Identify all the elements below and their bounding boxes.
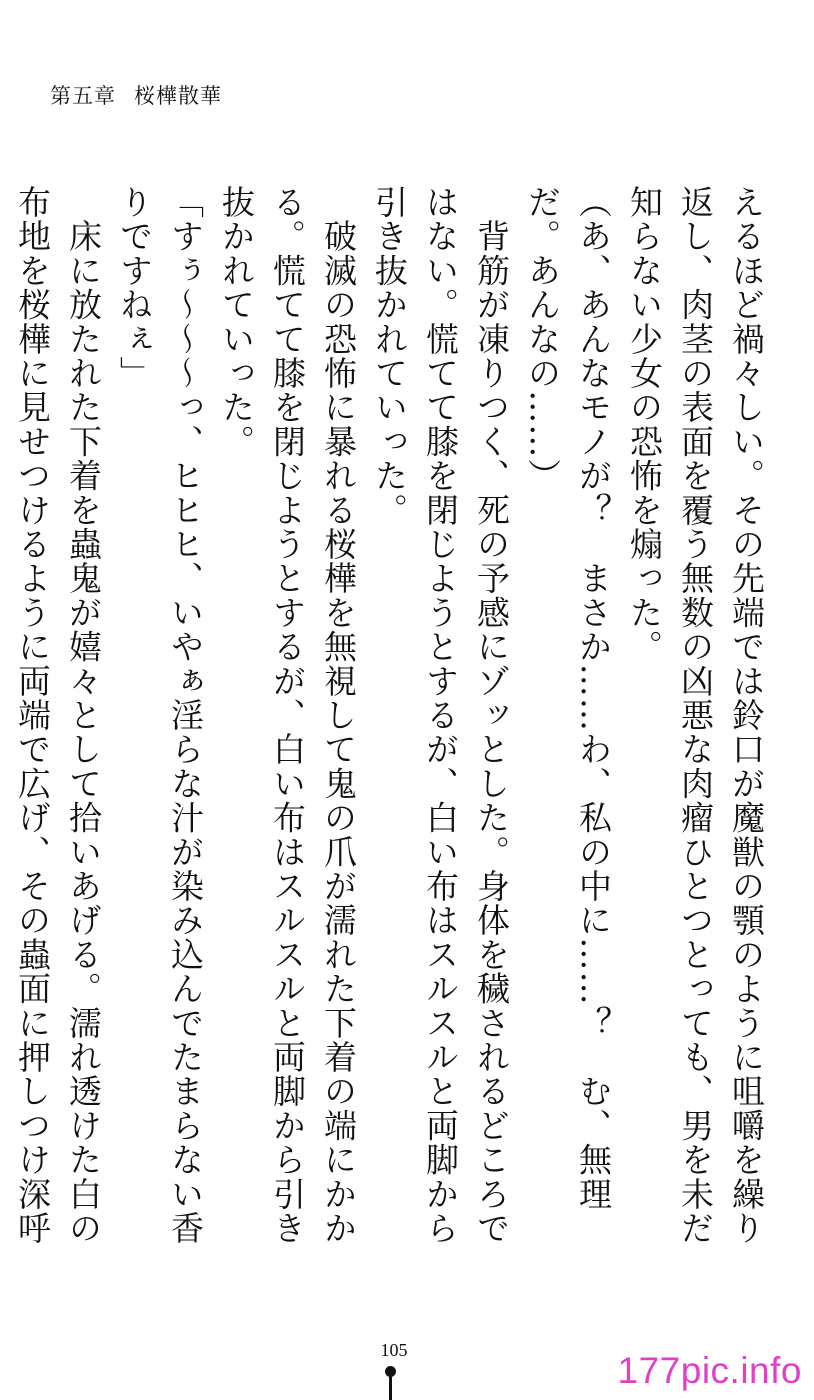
paragraph: えるほど禍々しい。その先端では鈴口が魔獣の顎のように咀嚼を繰り返し、肉茎の表面を覆う無数の凶悪な肉瘤ひとつとっても、男を未だ知らない少女の恐怖を煽った。 <box>625 185 766 1246</box>
paragraph: （あ、あんなモノが？ まさか……わ、私の中に……？ む、無理だ。あんなの……） <box>523 185 613 1211</box>
watermark: 177pic.info <box>617 1350 802 1391</box>
chapter-header <box>50 80 222 110</box>
chapter-label: 第五章 <box>50 84 116 108</box>
body-text <box>13 185 772 1265</box>
page-marker-line <box>389 1375 392 1400</box>
paragraph: 背筋が凍りつく、死の予感にゾッとした。身体を穢されるどころではない。慌てて膝を閉じようとするが、白い布はスルスルと両脚から引き抜かれていった。 <box>370 185 511 1246</box>
paragraph: 「すぅ〜〜〜っ、ヒヒヒ、いやぁ淫らな汁が染み込んでたまらない香りですねぇ」 <box>115 185 205 1246</box>
chapter-title: 桜樺散華 <box>134 84 222 108</box>
paragraph: 破滅の恐怖に暴れる桜樺を無視して鬼の爪が濡れた下着の端にかかる。慌てて膝を閉じようとするが、白い布はスルスルと両脚から引き抜かれていった。 <box>217 185 358 1246</box>
paragraph: 床に放たれた下着を蟲鬼が嬉々として拾いあげる。濡れ透けた白の布地を桜樺に見せつけるように両端で広げ、その蟲面に押しつけ深呼 <box>13 185 103 1246</box>
page-number: 105 <box>380 1340 408 1360</box>
